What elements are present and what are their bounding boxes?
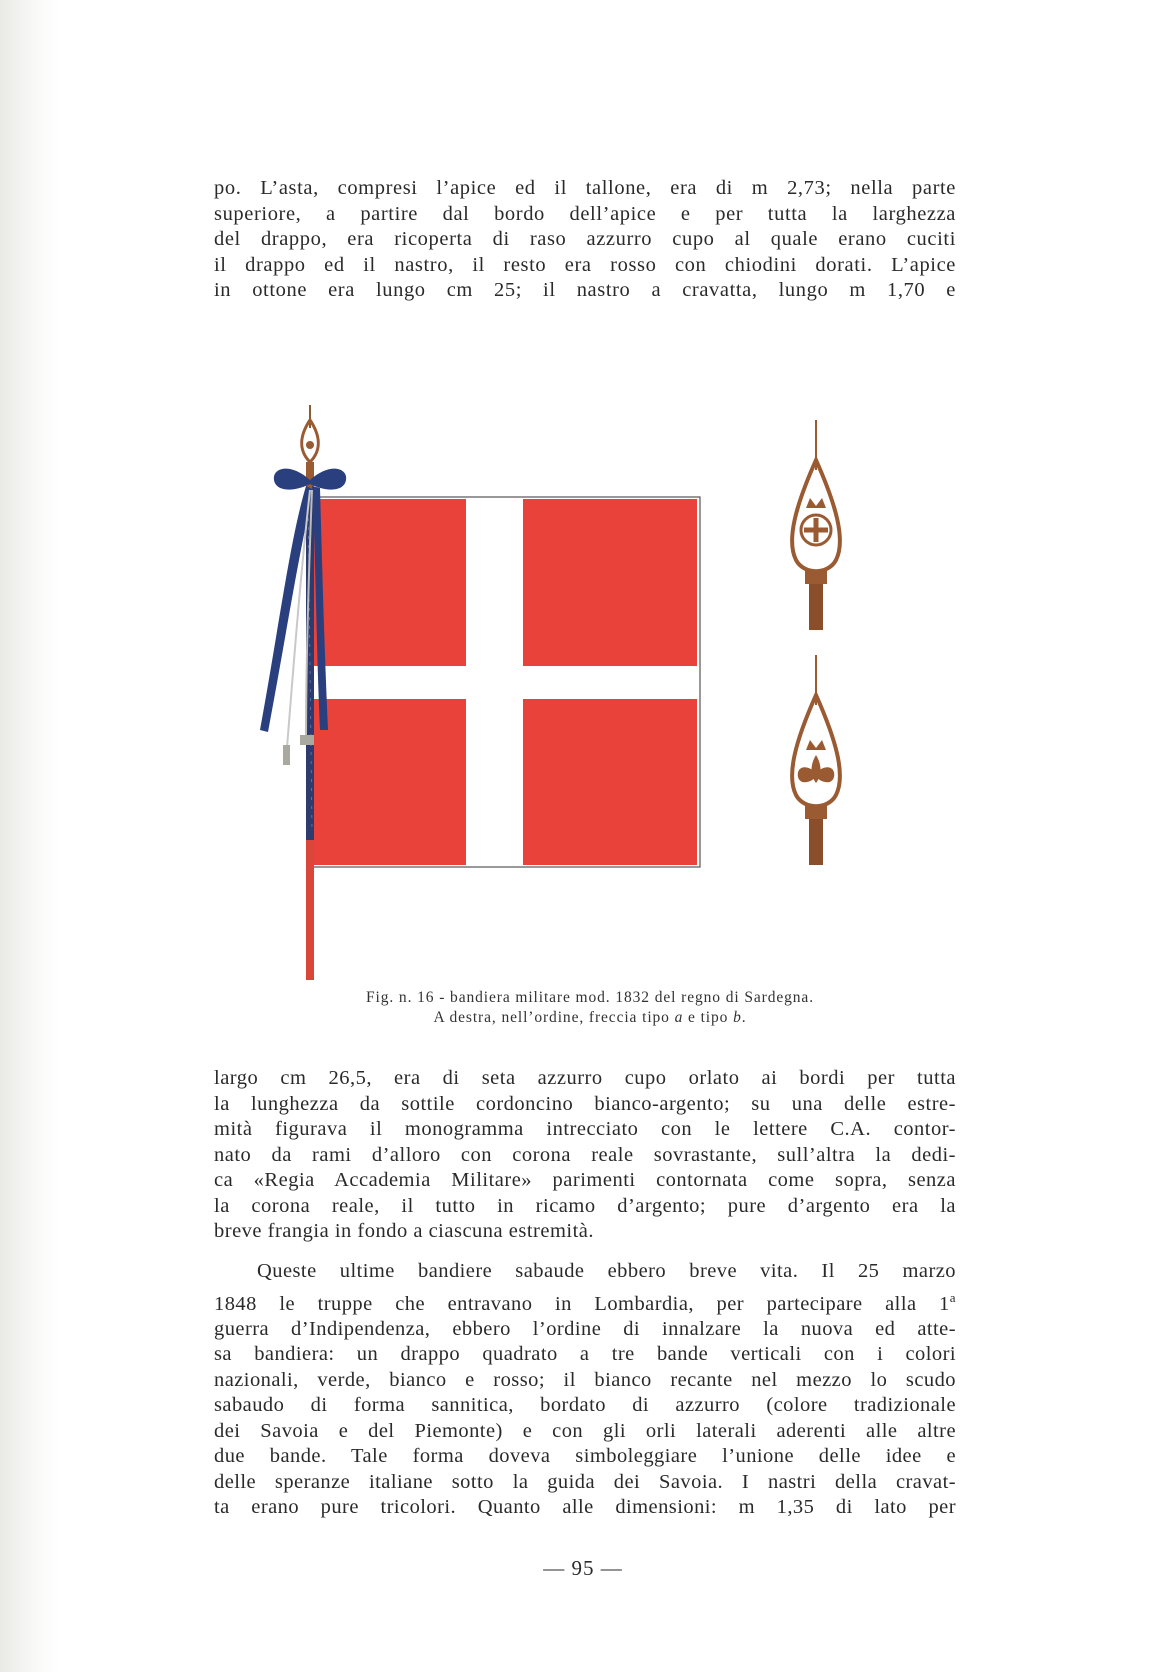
text-line: delle speranze italiane sotto la guida dei Savoia. I nastri della cravat- xyxy=(214,1470,956,1493)
caption-line: Fig. n. 16 - bandiera militare mod. 1832 del regno di Sardegna. xyxy=(366,989,814,1006)
text-line: due bande. Tale forma doveva simboleggiare l’unione delle idee e xyxy=(214,1445,956,1468)
text-line: mità figurava il monogramma intrecciato con le lettere C.A. contor- xyxy=(214,1118,956,1140)
text-line: la lunghezza da sottile cordoncino bianco-argento; su una delle estre- xyxy=(214,1092,956,1115)
paragraph-bottom xyxy=(214,1259,956,1521)
paragraph-middle xyxy=(214,1066,956,1245)
superscript: a xyxy=(949,1289,956,1305)
text-line: dei Savoia e del Piemonte) e con gli orli laterali aderenti alle altre xyxy=(214,1419,956,1442)
text-line: po. L’asta, compresi l’apice ed il tallone, era di m 2,73; nella parte xyxy=(214,177,956,199)
flag-illustration xyxy=(250,400,930,990)
text-line: il drappo ed il nastro, il resto era rosso con chiodini dorati. L’apice xyxy=(214,253,956,276)
text-line: nazionali, verde, bianco e rosso; il bianco recante nel mezzo lo scudo xyxy=(214,1368,956,1391)
page-number: — 95 — xyxy=(543,1556,623,1580)
text-line xyxy=(214,1285,956,1317)
text-line: la corona reale, il tutto in ricamo d’argento; pure d’argento era la xyxy=(214,1194,956,1217)
page-spine-shadow xyxy=(0,0,60,1672)
text-line: sa bandiera: un drappo quadrato a tre bande verticali con i colori xyxy=(214,1343,956,1366)
finial-type-a xyxy=(792,420,840,630)
caption-line xyxy=(300,1008,880,1028)
text-line: nato da rami d’alloro con corona reale sovrastante, sull’altra la dedi- xyxy=(214,1143,956,1166)
text-line: ca «Regia Accademia Militare» parimenti contornata come sopra, senza xyxy=(214,1169,956,1191)
caption-text: . xyxy=(741,1009,747,1026)
text-line: largo cm 26,5, era di seta azzurro cupo orlato ai bordi per tutta xyxy=(214,1067,956,1089)
text-line: Queste ultime bandiere sabaude ebbero breve vita. Il 25 marzo xyxy=(257,1260,956,1282)
text-line: in ottone era lungo cm 25; il nastro a cravatta, lungo m 1,70 e xyxy=(214,279,956,301)
figure-caption xyxy=(300,988,880,1028)
caption-text: e tipo xyxy=(683,1009,734,1026)
text-line: superiore, a partire dal bordo dell’apice e per tutta la larghezza xyxy=(214,202,956,225)
paragraph-top xyxy=(214,176,956,304)
text-line: ta erano pure tricolori. Quanto alle dimensioni: m 1,35 di lato per xyxy=(214,1496,956,1519)
finial-type-b xyxy=(792,655,840,865)
text-line: sabaudo di forma sannitica, bordato di azzurro (colore tradizionale xyxy=(214,1394,956,1417)
text-line: del drappo, era ricoperta di raso azzurro cupo al quale erano cuciti xyxy=(214,228,956,250)
text-fragment: 1848 le truppe che entravano in Lombardia, per partecipare alla 1 xyxy=(214,1292,950,1315)
caption-text: A destra, nell’ordine, freccia tipo xyxy=(433,1009,675,1026)
caption-italic-b: b xyxy=(733,1009,742,1026)
text-line: guerra d’Indipendenza, ebbero l’ordine di innalzare la nuova ed atte- xyxy=(214,1317,956,1340)
flag-cloth xyxy=(307,497,700,867)
caption-italic-a: a xyxy=(674,1009,684,1026)
text-line: breve frangia in fondo a ciascuna estremità. xyxy=(214,1220,595,1242)
